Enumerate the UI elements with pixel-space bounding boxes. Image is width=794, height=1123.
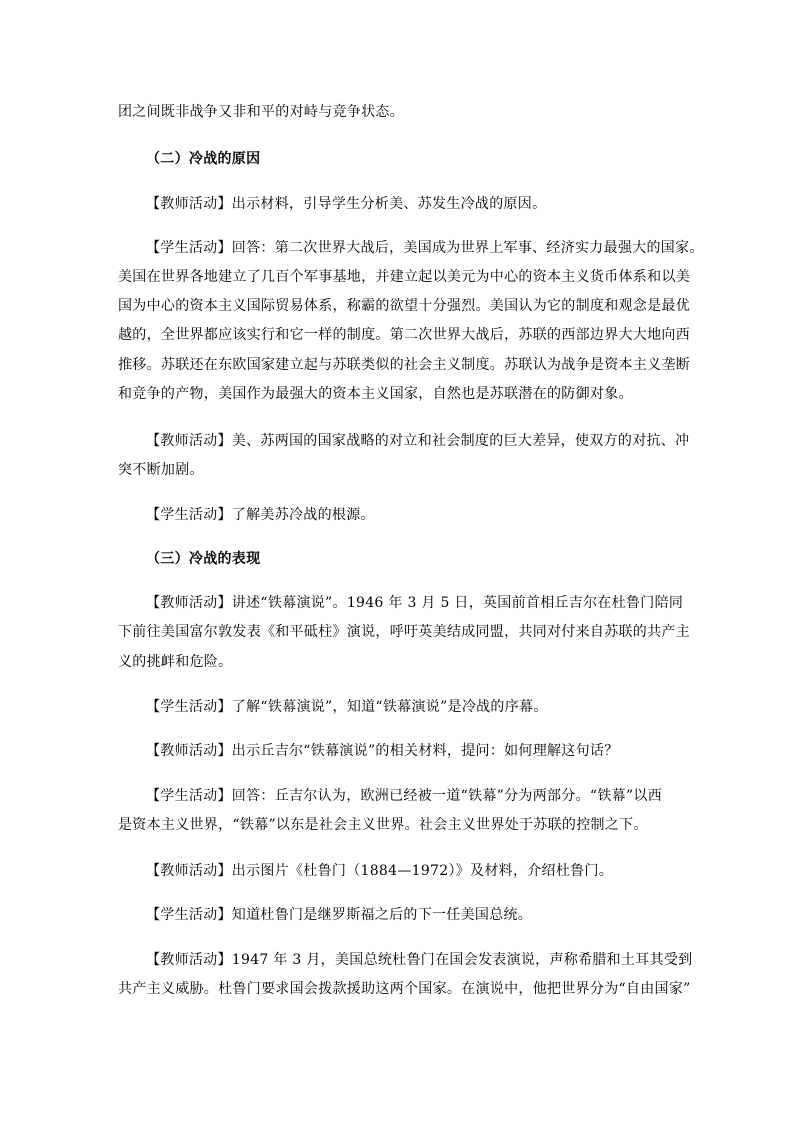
text-line: 【教师活动】美、苏两国的国家战略的对立和社会制度的巨大差异，使双方的对抗、冲 bbox=[146, 433, 690, 449]
text-line: 【教师活动】出示材料，引导学生分析美、苏发生冷战的原因。 bbox=[146, 196, 547, 212]
text-line: 【教师活动】出示丘吉尔“铁幕演说”的相关材料，提问：如何理解这句话？ bbox=[146, 743, 619, 759]
section-heading: （三）冷战的表现 bbox=[146, 551, 261, 567]
text-line: 团之间既非战争又非和平的对峙与竞争状态。 bbox=[118, 104, 404, 120]
text-line: 和竞争的产物，美国作为最强大的资本主义国家，自然也是苏联潜在的防御对象。 bbox=[118, 386, 633, 402]
text-line: 推移。苏联还在东欧国家建立起与苏联类似的社会主义制度。苏联认为战争是资本主义垄断 bbox=[118, 357, 690, 373]
text-line: 【学生活动】了解“铁幕演说”，知道“铁幕演说”是冷战的序幕。 bbox=[146, 699, 548, 715]
text-line: 【教师活动】讲述“铁幕演说”。1946 年 3 月 5 日，英国前首相丘吉尔在杜鲁门陪同 bbox=[146, 595, 684, 611]
text-line: 【学生活动】回答：第二次世界大战后，美国成为世界上军事、经济实力最强大的国家。 bbox=[146, 240, 704, 256]
text-line: 美国在世界各地建立了几百个军事基地，并建立起以美元为中心的资本主义货币体系和以美 bbox=[118, 269, 690, 285]
text-line: 【学生活动】回答：丘吉尔认为，欧洲已经被一道“铁幕”分为两部分。“铁幕”以西 bbox=[146, 788, 663, 804]
section-heading: （二）冷战的原因 bbox=[146, 151, 261, 167]
text-line: 越的，全世界都应该实行和它一样的制度。第二次世界大战后，苏联的西部边界大大地向西 bbox=[118, 327, 690, 343]
text-line: 共产主义威胁。杜鲁门要求国会拨款援助这两个国家。在演说中，他把世界分为“自由国家” bbox=[118, 981, 691, 997]
text-line: 突不断加剧。 bbox=[118, 462, 204, 478]
text-line: 义的挑衅和危险。 bbox=[118, 654, 233, 670]
text-line: 下前往美国富尔敦发表《和平砥柱》演说，呼吁英美结成同盟，共同对付来自苏联的共产主 bbox=[118, 624, 690, 640]
text-line: 【学生活动】了解美苏冷战的根源。 bbox=[146, 507, 375, 523]
text-line: 【教师活动】1947 年 3 月，美国总统杜鲁门在国会发表演说，声称希腊和土耳其受到 bbox=[146, 952, 693, 968]
text-line: 【教师活动】出示图片《杜鲁门（1884—1972）》及材料，介绍杜鲁门。 bbox=[146, 863, 614, 879]
text-line: 是资本主义世界，“铁幕”以东是社会主义世界。社会主义世界处于苏联的控制之下。 bbox=[118, 817, 648, 833]
text-line: 【学生活动】知道杜鲁门是继罗斯福之后的下一任美国总统。 bbox=[146, 907, 533, 923]
text-line: 国为中心的资本主义国际贸易体系，称霸的欲望十分强烈。美国认为它的制度和观念是最优 bbox=[118, 298, 690, 314]
